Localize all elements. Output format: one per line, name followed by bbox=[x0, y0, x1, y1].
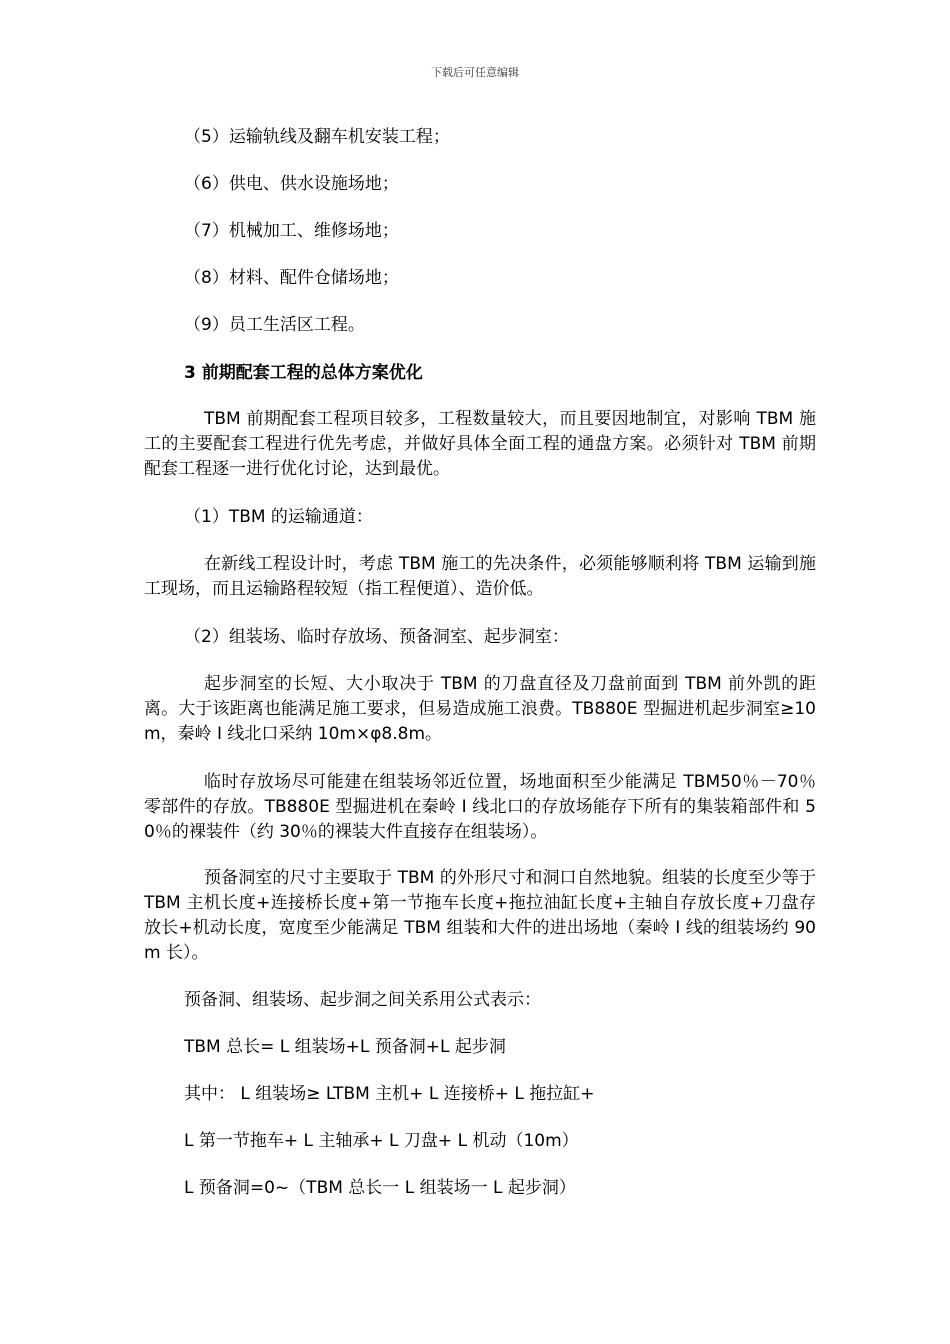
item1-paragraph: 在新线工程设计时，考虑 TBM 施工的先决条件，必须能够顺利将 TBM 运输到施工现场，而且运输路程较短（指工程便道）、造价低。 bbox=[144, 554, 816, 599]
item1-title: （1）TBM 的运输通道： bbox=[184, 507, 373, 527]
item2-paragraph-reserve-cavern: 预备洞室的尺寸主要取于 TBM 的外形尺寸和洞口自然地貌。组装的长度至少等于 TBM 主机长度+连接桥长度+第一节拖车长度+拖拉油缸长度+主轴自存放长度+刀盘存放长+机动长度，宽度至少能满足 TBM 组装和大件的进出场地（秦岭 I 线的组装场约 90m 长）。 bbox=[144, 868, 816, 963]
formula-line-assembly-cont: L 第一节拖车+ L 主轴承+ L 刀盘+ L 机动（10m） bbox=[184, 1131, 579, 1151]
list-item-7: （7）机械加工、维修场地； bbox=[184, 221, 399, 241]
list-item-6: （6）供电、供水设施场地； bbox=[184, 174, 399, 194]
page-header-note: 下载后可任意编辑 bbox=[431, 66, 519, 79]
item2-paragraph-storage-yard: 临时存放场尽可能建在组装场邻近位置，场地面积至少能满足 TBM50％－70％零部件的存放。TB880E 型掘进机在秦岭 I 线北口的存放场能存下所有的集装箱部件和 50％的裸装件（约 30％的裸装大件直接存在组装场）。 bbox=[144, 772, 816, 842]
item2-title: （2）组装场、临时存放场、预备洞室、起步洞室： bbox=[184, 627, 569, 647]
item2-paragraph-start-cavern: 起步洞室的长短、大小取决于 TBM 的刀盘直径及刀盘前面到 TBM 前外凯的距离。大于该距离也能满足施工要求，但易造成施工浪费。TB880E 型掘进机起步洞室≥10m，秦岭 I 线北口采纳 10m×φ8.8m。 bbox=[144, 674, 816, 744]
section-heading: 3 前期配套工程的总体方案优化 bbox=[184, 363, 423, 383]
formula-intro: 预备洞、组装场、起步洞之间关系用公式表示： bbox=[184, 990, 541, 1010]
list-item-8: （8）材料、配件仓储场地； bbox=[184, 268, 399, 288]
section-intro-paragraph: TBM 前期配套工程项目较多，工程数量较大，而且要因地制宜，对影响 TBM 施工的主要配套工程进行优先考虑，并做好具体全面工程的通盘方案。必须针对 TBM 前期配套工程逐一进行优化讨论，达到最优。 bbox=[144, 409, 816, 479]
formula-line-total: TBM 总长= L 组装场+L 预备洞+L 起步洞 bbox=[184, 1037, 506, 1057]
list-item-5: （5）运输轨线及翻车机安装工程； bbox=[184, 127, 450, 147]
list-item-9: （9）员工生活区工程。 bbox=[184, 315, 365, 335]
formula-line-assembly: 其中： L 组装场≥ LTBM 主机+ L 连接桥+ L 拖拉缸+ bbox=[184, 1084, 595, 1104]
formula-line-reserve: L 预备洞=0~（TBM 总长一 L 组装场一 L 起步洞） bbox=[184, 1178, 576, 1198]
